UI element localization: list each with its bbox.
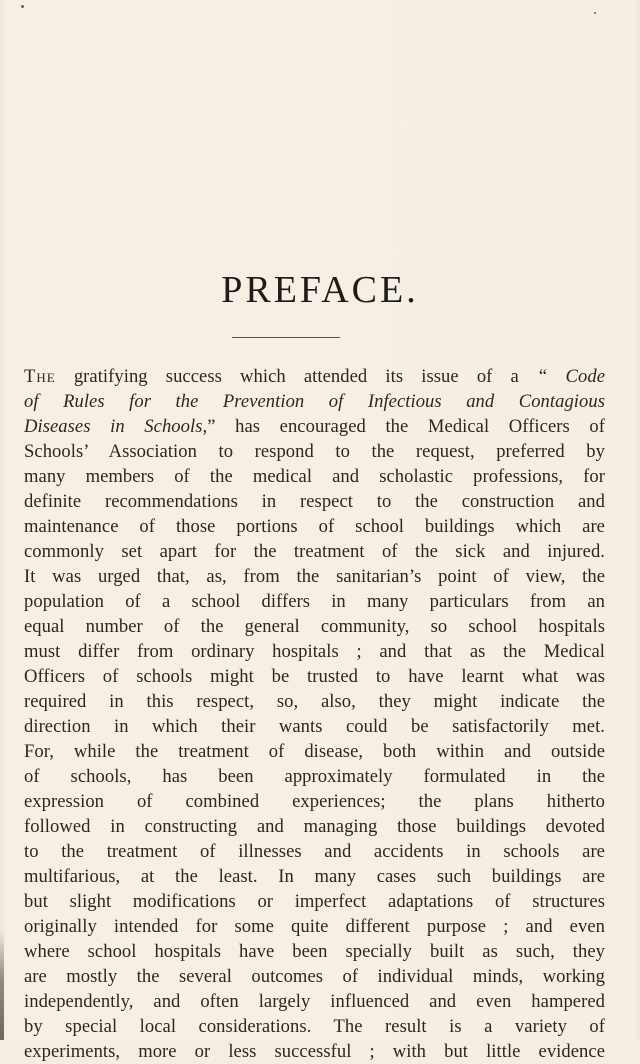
paper-speck: [21, 5, 24, 8]
text-line: independently, and often largely influenced and even hampered: [24, 991, 605, 1012]
text-line: originally intended for some quite different purpose ; and even: [24, 916, 605, 937]
page-edge-shadow: [0, 930, 4, 1040]
italic-run: of Rules for the Prevention of Infectious and Contagious: [24, 391, 605, 412]
text-line: equal number of the general community, so school hospitals: [24, 616, 605, 637]
text-line: maintenance of those portions of school buildings which are: [24, 516, 605, 537]
text-run: ” has encouraged the Medical Officers of: [207, 416, 605, 437]
text-line: are mostly the several outcomes of individual minds, working: [24, 966, 605, 987]
text-line: where school hospitals have been specially built as such, they: [24, 941, 605, 962]
text-line: direction in which their wants could be satisfactorily met.: [24, 716, 605, 737]
text-line: required in this respect, so, also, they might indicate the: [24, 691, 605, 712]
text-line: [24, 389, 605, 414]
italic-run: Diseases in Schools,: [24, 416, 208, 437]
text-line: expression of combined experiences; the plans hitherto: [24, 791, 605, 812]
preface-paragraph: [24, 364, 605, 1064]
text-line: but slight modifications or imperfect adaptations of structures: [24, 891, 605, 912]
page-title: PREFACE.: [221, 269, 419, 311]
text-line: population of a school differs in many particulars from an: [24, 591, 605, 612]
text-line: [24, 414, 605, 439]
text-line: must differ from ordinary hospitals ; and that as the Medical: [24, 641, 605, 662]
text-line: commonly set apart for the treatment of the sick and injured.: [24, 541, 605, 562]
text-line: Officers of schools might be trusted to have learnt what was: [24, 666, 605, 687]
text-line: For, while the treatment of disease, both within and outside: [24, 741, 605, 762]
text-line: [24, 364, 605, 389]
paper-speck: [594, 12, 596, 14]
italic-run: “ Code: [537, 366, 605, 387]
text-line: It was urged that, as, from the sanitarian’s point of view, the: [24, 566, 605, 587]
text-run: gratifying success which attended its issue of a: [55, 366, 538, 387]
text-line: followed in constructing and managing those buildings devoted: [24, 816, 605, 837]
text-line: definite recommendations in respect to the construction and: [24, 491, 605, 512]
opening-word: The: [24, 366, 56, 387]
text-line: Schools’ Association to respond to the request, preferred by: [24, 441, 605, 462]
text-line: of schools, has been approximately formulated in the: [24, 766, 605, 787]
title-divider: [232, 337, 340, 338]
text-line: to the treatment of illnesses and accidents in schools are: [24, 841, 605, 862]
text-line: by special local considerations. The result is a variety of: [24, 1016, 605, 1037]
text-line: experiments, more or less successful ; with but little evidence: [24, 1041, 605, 1062]
text-line: multifarious, at the least. In many cases such buildings are: [24, 866, 605, 887]
text-line: many members of the medical and scholastic professions, for: [24, 466, 605, 487]
